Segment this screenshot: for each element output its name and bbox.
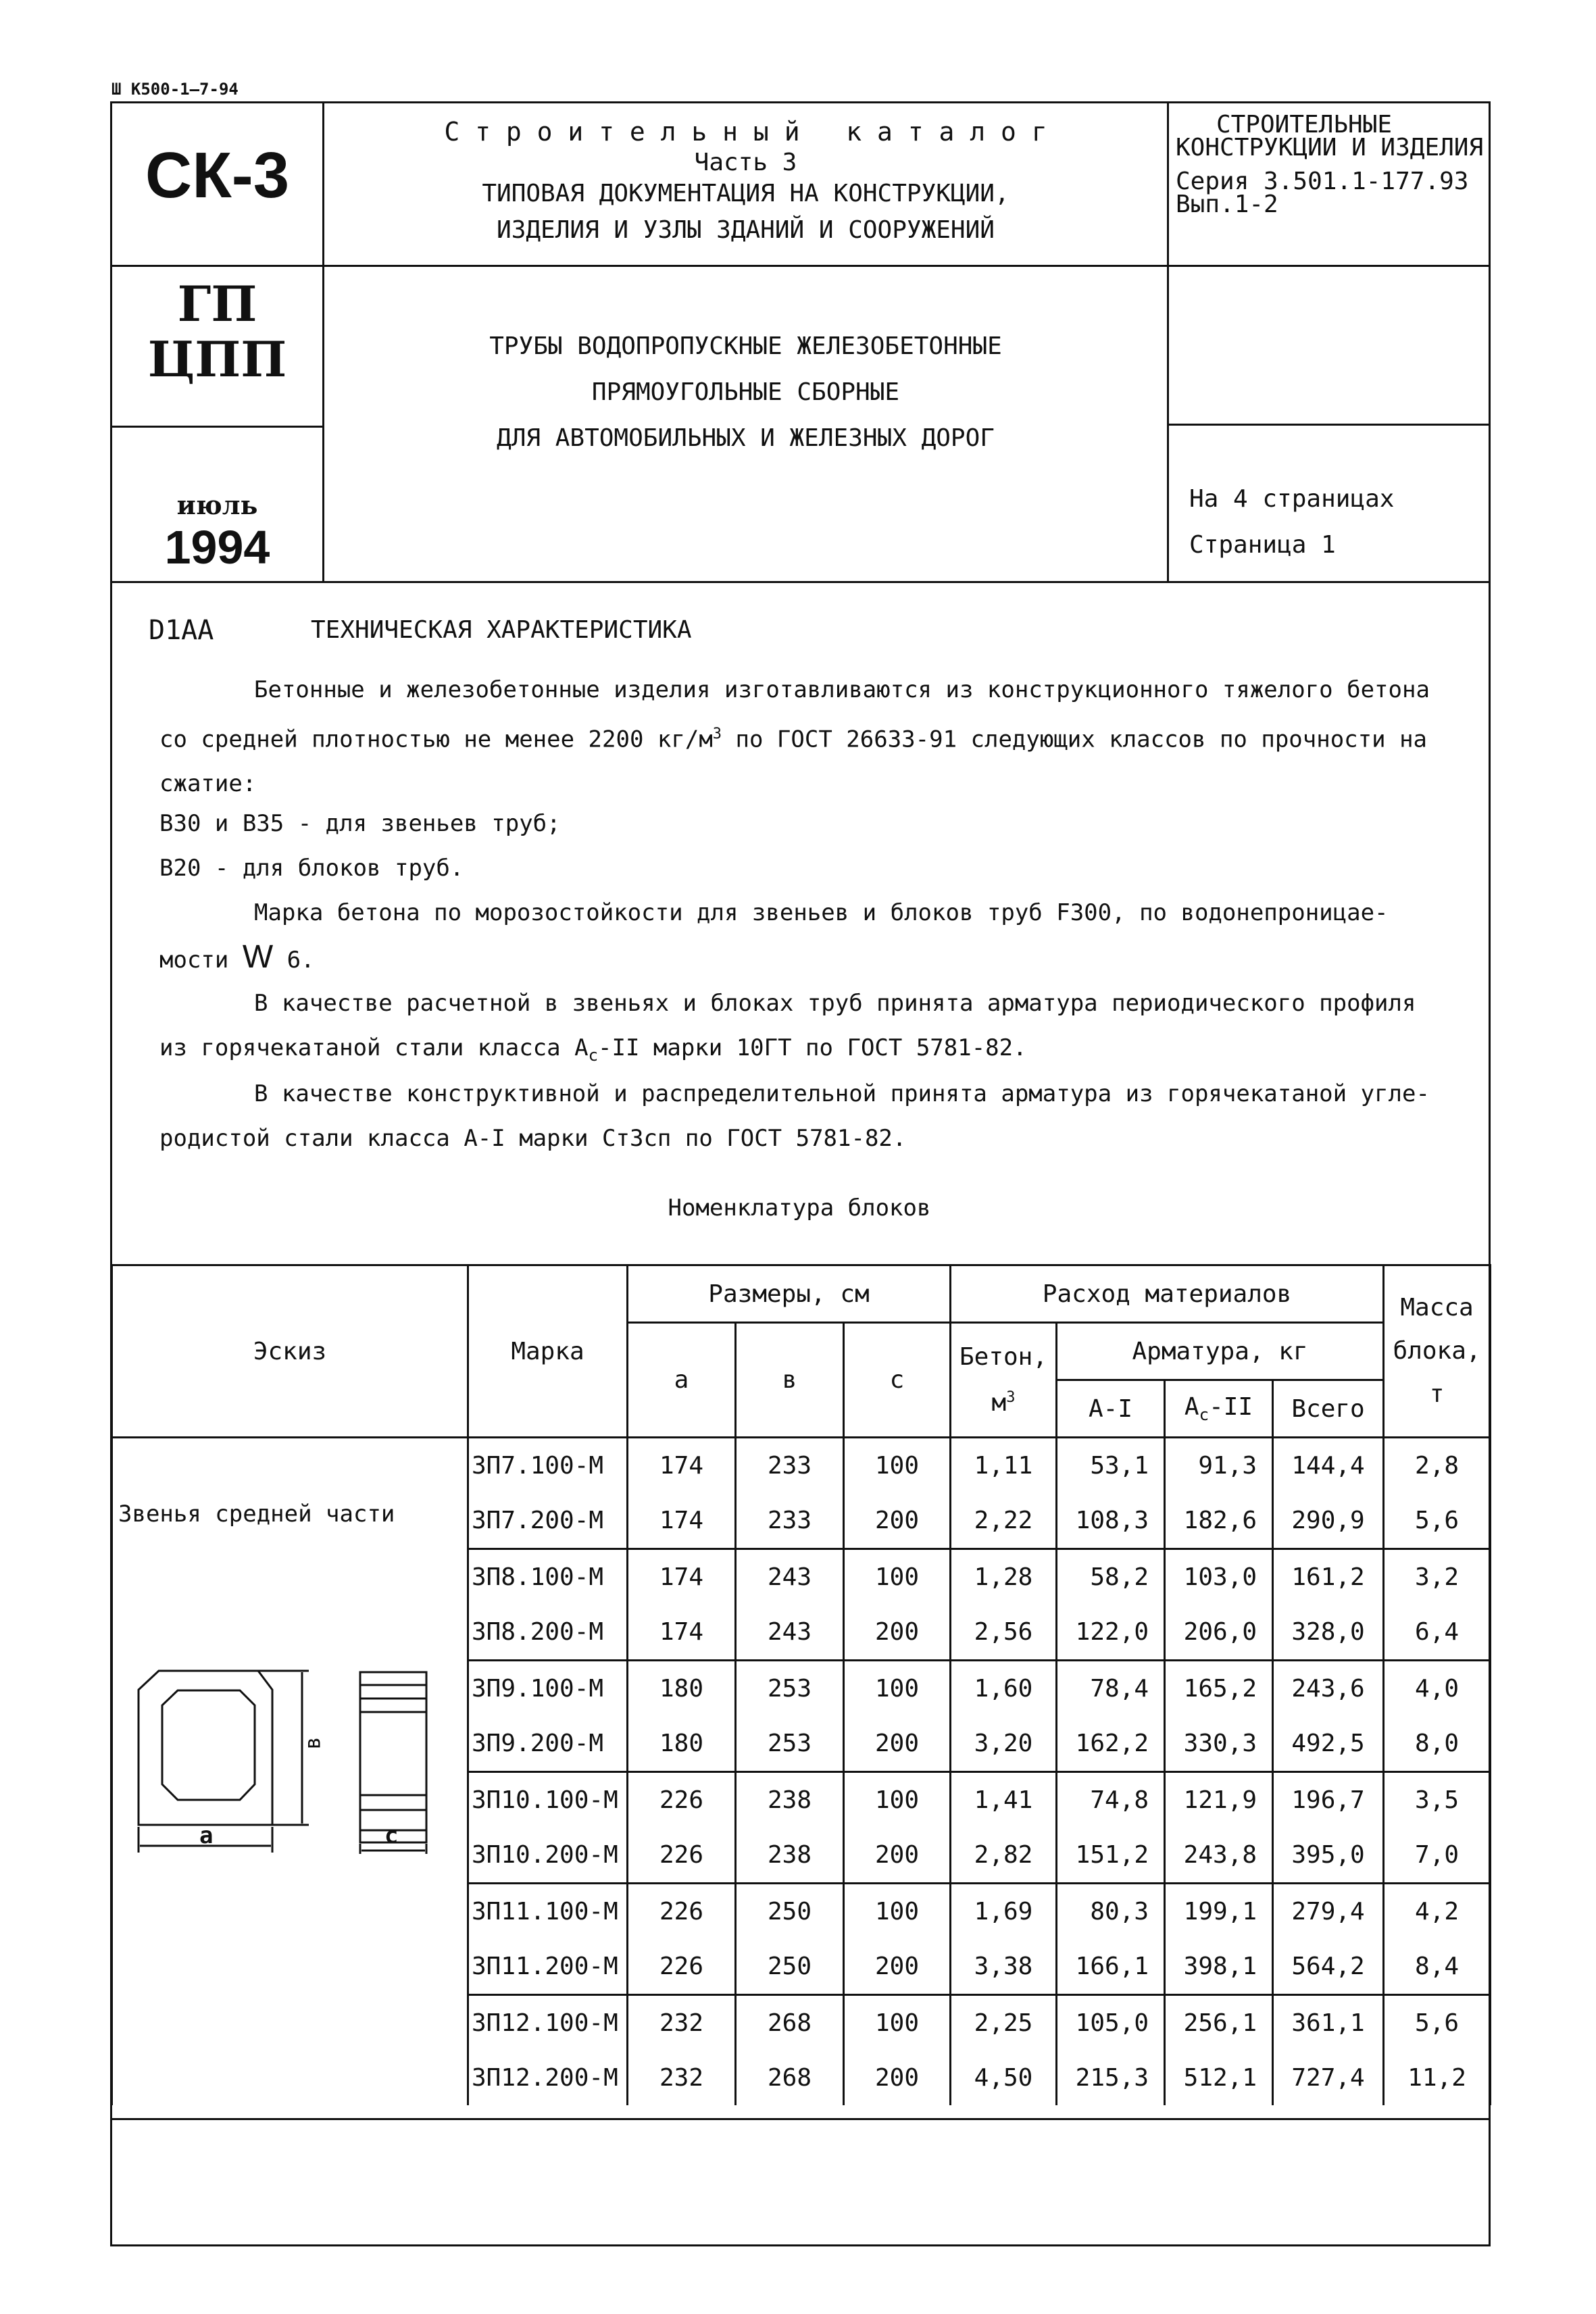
row-10-a: 226 [628, 1939, 736, 1995]
row-4-b: 243 [736, 1605, 844, 1661]
p5-line-2b: -II марки 10ГТ по ГОСТ 5781-82. [598, 1034, 1027, 1061]
row-11-mass: 5,6 [1384, 1995, 1491, 2051]
paragraph-rebar-calc [159, 981, 1450, 1078]
row-10-ac2: 398,1 [1165, 1939, 1273, 1995]
p6-line-2: родистой стали класса А-I марки Ст3сп по ГОСТ 5781-82. [159, 1125, 907, 1152]
row-6-total: 492,5 [1273, 1716, 1384, 1772]
row-1-ac2: 91,3 [1165, 1438, 1273, 1494]
row-3-c: 100 [844, 1549, 951, 1605]
row-12-mass: 11,2 [1384, 2051, 1491, 2105]
header-size-a: а [628, 1323, 736, 1438]
row-5-b: 253 [736, 1661, 844, 1717]
row-5-concrete: 1,60 [951, 1661, 1057, 1717]
row-8-c: 200 [844, 1828, 951, 1884]
row-7-b: 238 [736, 1772, 844, 1828]
header-rebar-a1: А-I [1057, 1380, 1165, 1438]
row-3-concrete: 1,28 [951, 1549, 1057, 1605]
row-12-concrete: 4,50 [951, 2051, 1057, 2105]
row-1-a: 174 [628, 1438, 736, 1494]
header-concrete [951, 1323, 1057, 1438]
row-8-a1: 151,2 [1057, 1828, 1165, 1884]
row-12-ac2: 512,1 [1165, 2051, 1273, 2105]
row-4-mark: ЗП8.200-М [468, 1605, 628, 1661]
p1-line-2a: со средней плотностью не менее 2200 кг/м [159, 726, 713, 753]
p4-line-1: Марка бетона по морозостойкости для звеньев и блоков труб F300, по водонепроницае- [254, 899, 1389, 926]
row-8-mark: ЗП10.200-М [468, 1828, 628, 1884]
p1-line-3: сжатие: [159, 770, 257, 798]
row-11-c: 100 [844, 1995, 951, 2051]
row-3-mark: ЗП8.100-М [468, 1549, 628, 1605]
row-11-mark: ЗП12.100-М [468, 1995, 628, 2051]
row-4-total: 328,0 [1273, 1605, 1384, 1661]
row-6-a: 180 [628, 1716, 736, 1772]
header-sketch: Эскиз [112, 1265, 468, 1438]
row-4-a: 174 [628, 1605, 736, 1661]
row-5-mark: ЗП9.100-М [468, 1661, 628, 1717]
sketch-label: Звенья средней части [118, 1501, 395, 1528]
row-3-a1: 58,2 [1057, 1549, 1165, 1605]
table-bottom-line [110, 2118, 1491, 2120]
header-rebar-ac2 [1165, 1380, 1273, 1438]
p1-line-1: Бетонные и железобетонные изделия изготавливаются из конструкционного тяжелого бетона [254, 676, 1430, 703]
row-2-mass: 5,6 [1384, 1493, 1491, 1549]
row-4-concrete: 2,56 [951, 1605, 1057, 1661]
row-9-mass: 4,2 [1384, 1884, 1491, 1940]
row-1-b: 233 [736, 1438, 844, 1494]
pipe-outer-outline [139, 1671, 272, 1825]
p5-sub: с [588, 1045, 599, 1065]
row-6-mark: ЗП9.200-М [468, 1716, 628, 1772]
frame-bottom [110, 2244, 1491, 2246]
row-10-total: 564,2 [1273, 1939, 1384, 1995]
row-6-ac2: 330,3 [1165, 1716, 1273, 1772]
doc-title-line-1: ТРУБЫ ВОДОПРОПУСКНЫЕ ЖЕЛЕЗОБЕТОННЫЕ [489, 332, 1002, 360]
row-7-a1: 74,8 [1057, 1772, 1165, 1828]
row-5-c: 100 [844, 1661, 951, 1717]
header-rebar-total: Всего [1273, 1380, 1384, 1438]
header-row-line [110, 265, 1491, 267]
paragraph-b30: В30 и В35 - для звеньев труб; [159, 810, 561, 837]
stamp-year: 1994 [164, 521, 270, 574]
row-2-b: 233 [736, 1493, 844, 1549]
row-7-ac2: 121,9 [1165, 1772, 1273, 1828]
doc-title-line-2: ПРЯМОУГОЛЬНЫЕ СБОРНЫЕ [591, 378, 900, 406]
sketch-cell [112, 1438, 468, 2106]
row-9-a1: 80,3 [1057, 1884, 1165, 1940]
row-5-a: 180 [628, 1661, 736, 1717]
part-title-line-1: ТИПОВАЯ ДОКУМЕНТАЦИЯ НА КОНСТРУКЦИИ, [482, 180, 1009, 207]
p4-line-2b: 6. [273, 947, 315, 974]
row-4-mass: 6,4 [1384, 1605, 1491, 1661]
row-10-b: 250 [736, 1939, 844, 1995]
row-8-a: 226 [628, 1828, 736, 1884]
row-11-b: 268 [736, 1995, 844, 2051]
series-number: Серия 3.501.1-177.93 [1176, 168, 1469, 195]
header-mass-unit: т [1429, 1380, 1445, 1408]
p5-line-1: В качестве расчетной в звеньях и блоках труб принята арматура периодического профиля [254, 990, 1416, 1017]
p4-w: W [242, 939, 274, 975]
row-2-mark: ЗП7.200-М [468, 1493, 628, 1549]
section-code: D1AA [149, 615, 214, 646]
header-ac2-b: -II [1209, 1392, 1253, 1421]
paragraph-b20: В20 - для блоков труб. [159, 855, 464, 882]
header-mass [1384, 1265, 1491, 1438]
row-5-ac2: 165,2 [1165, 1661, 1273, 1717]
header-size-b: в [736, 1323, 844, 1438]
nomenclature-table [111, 1264, 1491, 2105]
document-code: Ш К500-1—7-94 [111, 80, 239, 99]
row-9-c: 100 [844, 1884, 951, 1940]
row-6-b: 253 [736, 1716, 844, 1772]
row-10-mark: ЗП11.200-М [468, 1939, 628, 1995]
row-10-c: 200 [844, 1939, 951, 1995]
row-1-a1: 53,1 [1057, 1438, 1165, 1494]
header-mass-label: Масса блока, [1393, 1294, 1481, 1365]
table-title: Номенклатура блоков [668, 1194, 931, 1222]
pages-row-line [1167, 424, 1491, 426]
part-title-line-2: ИЗДЕЛИЯ И УЗЛЫ ЗДАНИЙ И СООРУЖЕНИЙ [497, 216, 995, 244]
doc-title-line-3: ДЛЯ АВТОМОБИЛЬНЫХ И ЖЕЛЕЗНЫХ ДОРОГ [497, 424, 995, 452]
row-2-c: 200 [844, 1493, 951, 1549]
p1-line-2b: по ГОСТ 26633-91 следующих классов по прочности на [722, 726, 1428, 753]
row-3-total: 161,2 [1273, 1549, 1384, 1605]
row-3-b: 243 [736, 1549, 844, 1605]
row-9-ac2: 199,1 [1165, 1884, 1273, 1940]
header-divider-2 [1167, 101, 1169, 582]
row-8-ac2: 243,8 [1165, 1828, 1273, 1884]
row-2-a: 174 [628, 1493, 736, 1549]
row-9-a: 226 [628, 1884, 736, 1940]
row-1-mark: ЗП7.100-М [468, 1438, 628, 1494]
page-number: Страница 1 [1189, 531, 1336, 559]
row-2-concrete: 2,22 [951, 1493, 1057, 1549]
p5-line-2a: из горячекатаной стали класса А [159, 1034, 589, 1061]
row-5-total: 243,6 [1273, 1661, 1384, 1717]
row-1-c: 100 [844, 1438, 951, 1494]
row-10-a1: 166,1 [1057, 1939, 1165, 1995]
header-right-line-1: СТРОИТЕЛЬНЫЕ [1216, 111, 1393, 139]
row-7-mass: 3,5 [1384, 1772, 1491, 1828]
catalog-code: СК-3 [145, 139, 290, 211]
row-4-c: 200 [844, 1605, 951, 1661]
row-4-ac2: 206,0 [1165, 1605, 1273, 1661]
section-title: ТЕХНИЧЕСКАЯ ХАРАКТЕРИСТИКА [311, 616, 692, 644]
row-6-a1: 162,2 [1057, 1716, 1165, 1772]
section-code-2: ЦПП [147, 330, 287, 388]
row-10-concrete: 3,38 [951, 1939, 1057, 1995]
row-4-a1: 122,0 [1057, 1605, 1165, 1661]
header-right-line-2: КОНСТРУКЦИИ И ИЗДЕЛИЯ [1176, 134, 1484, 161]
row-11-a1: 105,0 [1057, 1995, 1165, 2051]
header-rebar: Арматура, кг [1057, 1323, 1384, 1380]
row-12-a: 232 [628, 2051, 736, 2105]
row-7-concrete: 1,41 [951, 1772, 1057, 1828]
row-11-total: 361,1 [1273, 1995, 1384, 2051]
frame-top [110, 101, 1491, 103]
row-7-a: 226 [628, 1772, 736, 1828]
row-11-concrete: 2,25 [951, 1995, 1057, 2051]
dim-c-label: с [384, 1822, 399, 1849]
issue-number: Вып.1-2 [1176, 191, 1278, 218]
header-ac2-a: А [1184, 1392, 1199, 1421]
dim-a-label: а [199, 1822, 214, 1849]
row-8-mass: 7,0 [1384, 1828, 1491, 1884]
pipe-section-sketch [113, 1438, 469, 2095]
row-5-mass: 4,0 [1384, 1661, 1491, 1717]
paragraph-rebar-constr [159, 1072, 1450, 1161]
stamp-row-line [110, 426, 324, 428]
row-9-concrete: 1,69 [951, 1884, 1057, 1940]
catalog-title: С т р о и т е л ь н ы й к а т а л о г [444, 117, 1047, 147]
row-8-total: 395,0 [1273, 1828, 1384, 1884]
header-concrete-label: Бетон, [959, 1342, 1048, 1371]
row-2-ac2: 182,6 [1165, 1493, 1273, 1549]
row-1-mass: 2,8 [1384, 1438, 1491, 1494]
header-sizes: Размеры, см [628, 1265, 951, 1323]
row-7-c: 100 [844, 1772, 951, 1828]
header-mark: Марка [468, 1265, 628, 1438]
row-10-mass: 8,4 [1384, 1939, 1491, 1995]
pages-total: На 4 страницах [1189, 485, 1395, 513]
stamp-month: июль [176, 490, 258, 520]
paragraph-concrete [159, 668, 1450, 806]
pipe-inner-opening [162, 1690, 255, 1800]
row-2-total: 290,9 [1273, 1493, 1384, 1549]
row-12-mark: ЗП12.200-М [468, 2051, 628, 2105]
row-6-c: 200 [844, 1716, 951, 1772]
row-12-c: 200 [844, 2051, 951, 2105]
header-concrete-sup: 3 [1006, 1388, 1016, 1406]
header-materials: Расход материалов [951, 1265, 1384, 1323]
row-11-a: 232 [628, 1995, 736, 2051]
p1-sup: 3 [712, 726, 722, 743]
header-ac2-sub: с [1199, 1405, 1210, 1425]
row-12-b: 268 [736, 2051, 844, 2105]
dim-b-label: в [299, 1736, 326, 1750]
row-6-concrete: 3,20 [951, 1716, 1057, 1772]
row-6-mass: 8,0 [1384, 1716, 1491, 1772]
row-12-total: 727,4 [1273, 2051, 1384, 2105]
row-1-total: 144,4 [1273, 1438, 1384, 1494]
row-3-a: 174 [628, 1549, 736, 1605]
row-3-ac2: 103,0 [1165, 1549, 1273, 1605]
row-9-total: 279,4 [1273, 1884, 1384, 1940]
row-7-mark: ЗП10.100-М [468, 1772, 628, 1828]
catalog-part: Часть 3 [694, 149, 797, 176]
row-2-a1: 108,3 [1057, 1493, 1165, 1549]
header-concrete-unit: м [991, 1388, 1007, 1417]
row-8-concrete: 2,82 [951, 1828, 1057, 1884]
row-12-a1: 215,3 [1057, 2051, 1165, 2105]
section-code-1: ГП [177, 275, 257, 332]
paragraph-frost [159, 890, 1450, 982]
header-size-c: с [844, 1323, 951, 1438]
row-3-mass: 3,2 [1384, 1549, 1491, 1605]
row-9-mark: ЗП11.100-М [468, 1884, 628, 1940]
row-5-a1: 78,4 [1057, 1661, 1165, 1717]
p4-line-2a: мости [159, 947, 243, 974]
row-7-total: 196,7 [1273, 1772, 1384, 1828]
row-1-concrete: 1,11 [951, 1438, 1057, 1494]
row-11-ac2: 256,1 [1165, 1995, 1273, 2051]
row-8-b: 238 [736, 1828, 844, 1884]
header-bottom-line [110, 581, 1491, 583]
row-9-b: 250 [736, 1884, 844, 1940]
p6-line-1: В качестве конструктивной и распределительной принята арматура из горячекатаной угле- [254, 1080, 1430, 1107]
